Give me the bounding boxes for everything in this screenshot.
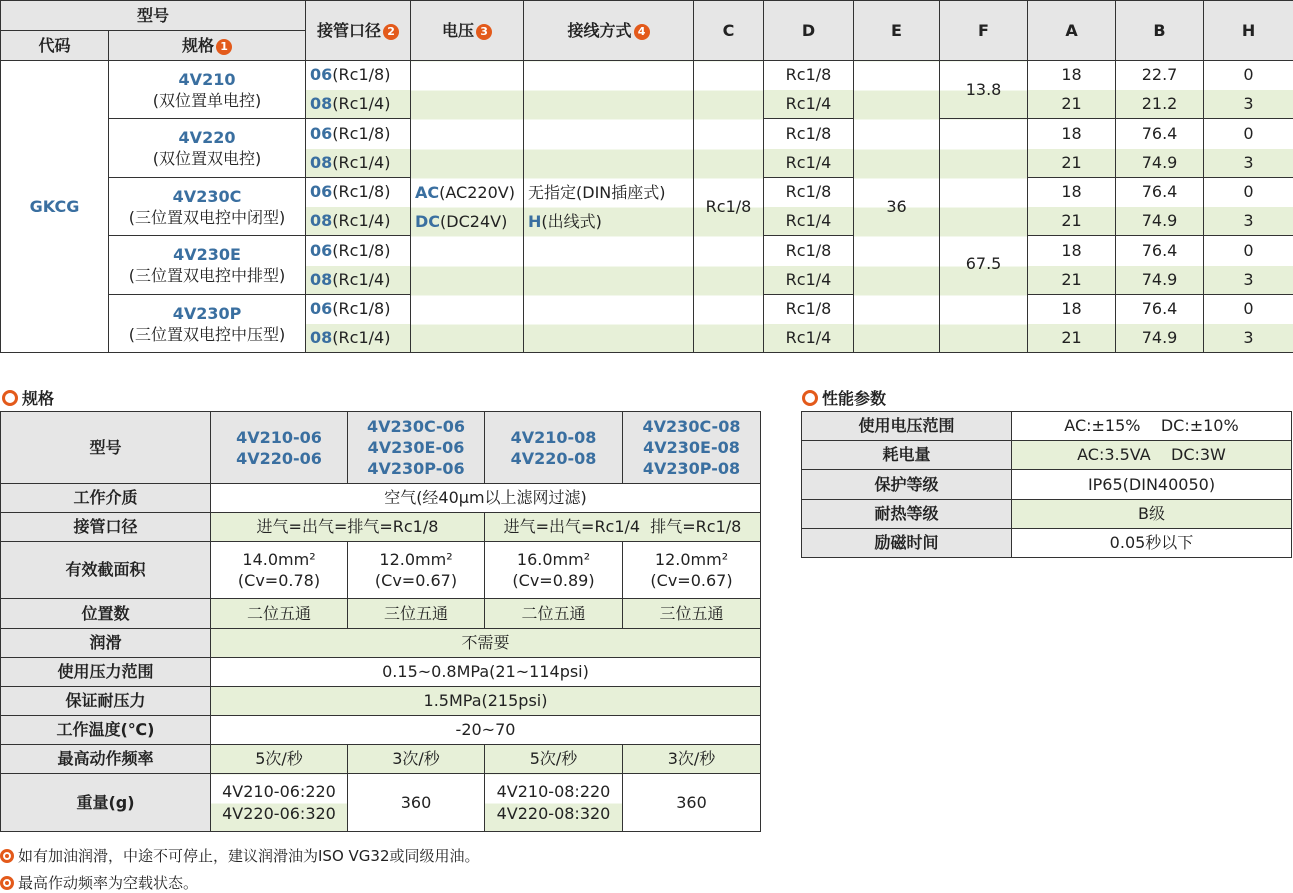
note-2-icon: 2 — [383, 24, 399, 40]
b-cell: 74.9 — [1116, 324, 1204, 353]
freq-value: 5次/秒 — [485, 745, 623, 774]
pipe-cell: 08(Rc1/4) — [306, 324, 411, 353]
perf-label: 耗电量 — [802, 441, 1012, 470]
header-code: 代码 — [1, 31, 109, 61]
a-cell: 21 — [1028, 207, 1116, 236]
proof-label: 保证耐压力 — [1, 687, 211, 716]
lube-label: 润滑 — [1, 629, 211, 658]
f-cell: 67.5 — [940, 119, 1028, 353]
d-cell: Rc1/8 — [764, 178, 854, 207]
perf-value: AC:3.5VA DC:3W — [1012, 441, 1292, 470]
weight-value: 4V210-08:220 4V220-08:320 — [485, 774, 623, 832]
perf-label: 使用电压范围 — [802, 412, 1012, 441]
model-cell: 4V230E (三位置双电控中排型) — [109, 236, 306, 295]
h-cell: 0 — [1204, 61, 1293, 90]
pressure-value: 0.15~0.8MPa(21~114psi) — [211, 658, 761, 687]
f-cell: 13.8 — [940, 61, 1028, 119]
d-cell: Rc1/4 — [764, 207, 854, 236]
b-cell: 74.9 — [1116, 149, 1204, 178]
model-cell: 4V210 (双位置单电控) — [109, 61, 306, 119]
code-cell: GKCG — [1, 61, 109, 353]
b-cell: 76.4 — [1116, 119, 1204, 149]
b-cell: 76.4 — [1116, 295, 1204, 324]
perf-value: 0.05秒以下 — [1012, 529, 1292, 558]
note-4-icon: 4 — [634, 24, 650, 40]
h-cell: 0 — [1204, 178, 1293, 207]
a-cell: 18 — [1028, 119, 1116, 149]
header-e: E — [854, 1, 940, 61]
d-cell: Rc1/4 — [764, 324, 854, 353]
area-value: 12.0mm² (Cv=0.67) — [623, 542, 761, 599]
h-cell: 3 — [1204, 266, 1293, 295]
header-pipe: 接管口径 2 — [306, 1, 411, 61]
b-cell: 74.9 — [1116, 207, 1204, 236]
pipe-cell: 06(Rc1/8) — [306, 236, 411, 266]
d-cell: Rc1/4 — [764, 149, 854, 178]
header-a: A — [1028, 1, 1116, 61]
h-cell: 3 — [1204, 90, 1293, 119]
pipe-cell: 08(Rc1/4) — [306, 207, 411, 236]
model-cell: 4V220 (双位置双电控) — [109, 119, 306, 178]
bullet-icon — [0, 849, 14, 863]
positions-value: 三位五通 — [623, 599, 761, 629]
note-3-icon: 3 — [476, 24, 492, 40]
perf-table — [801, 411, 1292, 558]
bullet-icon — [0, 876, 14, 890]
b-cell: 76.4 — [1116, 236, 1204, 266]
spec-model-label: 型号 — [1, 412, 211, 484]
positions-label: 位置数 — [1, 599, 211, 629]
spec-model-col: 4V210-06 4V220-06 — [211, 412, 348, 484]
b-cell: 74.9 — [1116, 266, 1204, 295]
h-cell: 3 — [1204, 207, 1293, 236]
pipe-cell: 08(Rc1/4) — [306, 266, 411, 295]
a-cell: 21 — [1028, 266, 1116, 295]
a-cell: 21 — [1028, 149, 1116, 178]
note-item: 最高作动频率为空载状态。 — [0, 872, 198, 893]
pipe-cell: 06(Rc1/8) — [306, 119, 411, 149]
pressure-label: 使用压力范围 — [1, 658, 211, 687]
model-cell: 4V230P (三位置双电控中压型) — [109, 295, 306, 353]
perf-section-title: 性能参数 — [802, 386, 886, 409]
positions-value: 三位五通 — [348, 599, 485, 629]
d-cell: Rc1/4 — [764, 266, 854, 295]
pipe-cell: 08(Rc1/4) — [306, 149, 411, 178]
weight-value: 360 — [623, 774, 761, 832]
voltage-cell: AC(AC220V) DC(DC24V) — [411, 61, 524, 353]
positions-value: 二位五通 — [485, 599, 623, 629]
pipe-06-value: 进气=出气=排气=Rc1/8 — [211, 513, 485, 542]
perf-label: 保护等级 — [802, 470, 1012, 500]
pipe-label: 接管口径 — [1, 513, 211, 542]
perf-value: IP65(DIN40050) — [1012, 470, 1292, 500]
perf-label: 耐热等级 — [802, 500, 1012, 529]
area-value: 12.0mm² (Cv=0.67) — [348, 542, 485, 599]
perf-value: AC:±15% DC:±10% — [1012, 412, 1292, 441]
header-voltage: 电压 3 — [411, 1, 524, 61]
a-cell: 21 — [1028, 324, 1116, 353]
freq-value: 3次/秒 — [623, 745, 761, 774]
section-ring-icon — [802, 390, 818, 406]
pipe-08-value: 进气=出气=Rc1/4 排气=Rc1/8 — [485, 513, 761, 542]
pipe-cell: 08(Rc1/4) — [306, 90, 411, 119]
a-cell: 21 — [1028, 90, 1116, 119]
h-cell: 0 — [1204, 119, 1293, 149]
area-value: 14.0mm² (Cv=0.78) — [211, 542, 348, 599]
a-cell: 18 — [1028, 178, 1116, 207]
h-cell: 3 — [1204, 324, 1293, 353]
header-spec: 规格 1 — [109, 31, 306, 61]
temp-value: -20~70 — [211, 716, 761, 745]
header-c: C — [694, 1, 764, 61]
spec-section-title: 规格 — [2, 386, 54, 409]
weight-label: 重量(g) — [1, 774, 211, 832]
medium-value: 空气(经40μm以上滤网过滤) — [211, 484, 761, 513]
pipe-cell: 06(Rc1/8) — [306, 295, 411, 324]
a-cell: 18 — [1028, 236, 1116, 266]
section-ring-icon — [2, 390, 18, 406]
medium-label: 工作介质 — [1, 484, 211, 513]
h-cell: 0 — [1204, 295, 1293, 324]
perf-label: 励磁时间 — [802, 529, 1012, 558]
h-cell: 3 — [1204, 149, 1293, 178]
model-cell: 4V230C (三位置双电控中闭型) — [109, 178, 306, 236]
a-cell: 18 — [1028, 61, 1116, 90]
spec-model-col: 4V230C-06 4V230E-06 4V230P-06 — [348, 412, 485, 484]
spec-model-col: 4V210-08 4V220-08 — [485, 412, 623, 484]
b-cell: 21.2 — [1116, 90, 1204, 119]
temp-label: 工作温度(℃) — [1, 716, 211, 745]
perf-value: B级 — [1012, 500, 1292, 529]
weight-value: 4V210-06:220 4V220-06:320 — [211, 774, 348, 832]
spec-model-col: 4V230C-08 4V230E-08 4V230P-08 — [623, 412, 761, 484]
lube-value: 不需要 — [211, 629, 761, 658]
freq-label: 最高动作频率 — [1, 745, 211, 774]
spec-table — [0, 411, 761, 832]
pipe-cell: 06(Rc1/8) — [306, 178, 411, 207]
d-cell: Rc1/8 — [764, 236, 854, 266]
note-1-icon: 1 — [216, 39, 232, 55]
freq-value: 5次/秒 — [211, 745, 348, 774]
model-dimension-table — [0, 0, 1293, 353]
header-model: 型号 — [1, 1, 306, 31]
proof-value: 1.5MPa(215psi) — [211, 687, 761, 716]
d-cell: Rc1/8 — [764, 295, 854, 324]
b-cell: 22.7 — [1116, 61, 1204, 90]
pipe-cell: 06(Rc1/8) — [306, 61, 411, 90]
header-b: B — [1116, 1, 1204, 61]
header-f: F — [940, 1, 1028, 61]
header-d: D — [764, 1, 854, 61]
note-item: 如有加油润滑，中途不可停止，建议润滑油为ISO VG32或同级用油。 — [0, 845, 480, 866]
e-cell: 36 — [854, 61, 940, 353]
b-cell: 76.4 — [1116, 178, 1204, 207]
d-cell: Rc1/8 — [764, 61, 854, 90]
wiring-cell: 无指定(DIN插座式) H(出线式) — [524, 61, 694, 353]
h-cell: 0 — [1204, 236, 1293, 266]
header-h: H — [1204, 1, 1293, 61]
d-cell: Rc1/4 — [764, 90, 854, 119]
c-cell: Rc1/8 — [694, 61, 764, 353]
weight-value: 360 — [348, 774, 485, 832]
area-value: 16.0mm² (Cv=0.89) — [485, 542, 623, 599]
positions-value: 二位五通 — [211, 599, 348, 629]
d-cell: Rc1/8 — [764, 119, 854, 149]
header-wiring: 接线方式 4 — [524, 1, 694, 61]
freq-value: 3次/秒 — [348, 745, 485, 774]
a-cell: 18 — [1028, 295, 1116, 324]
area-label: 有效截面积 — [1, 542, 211, 599]
